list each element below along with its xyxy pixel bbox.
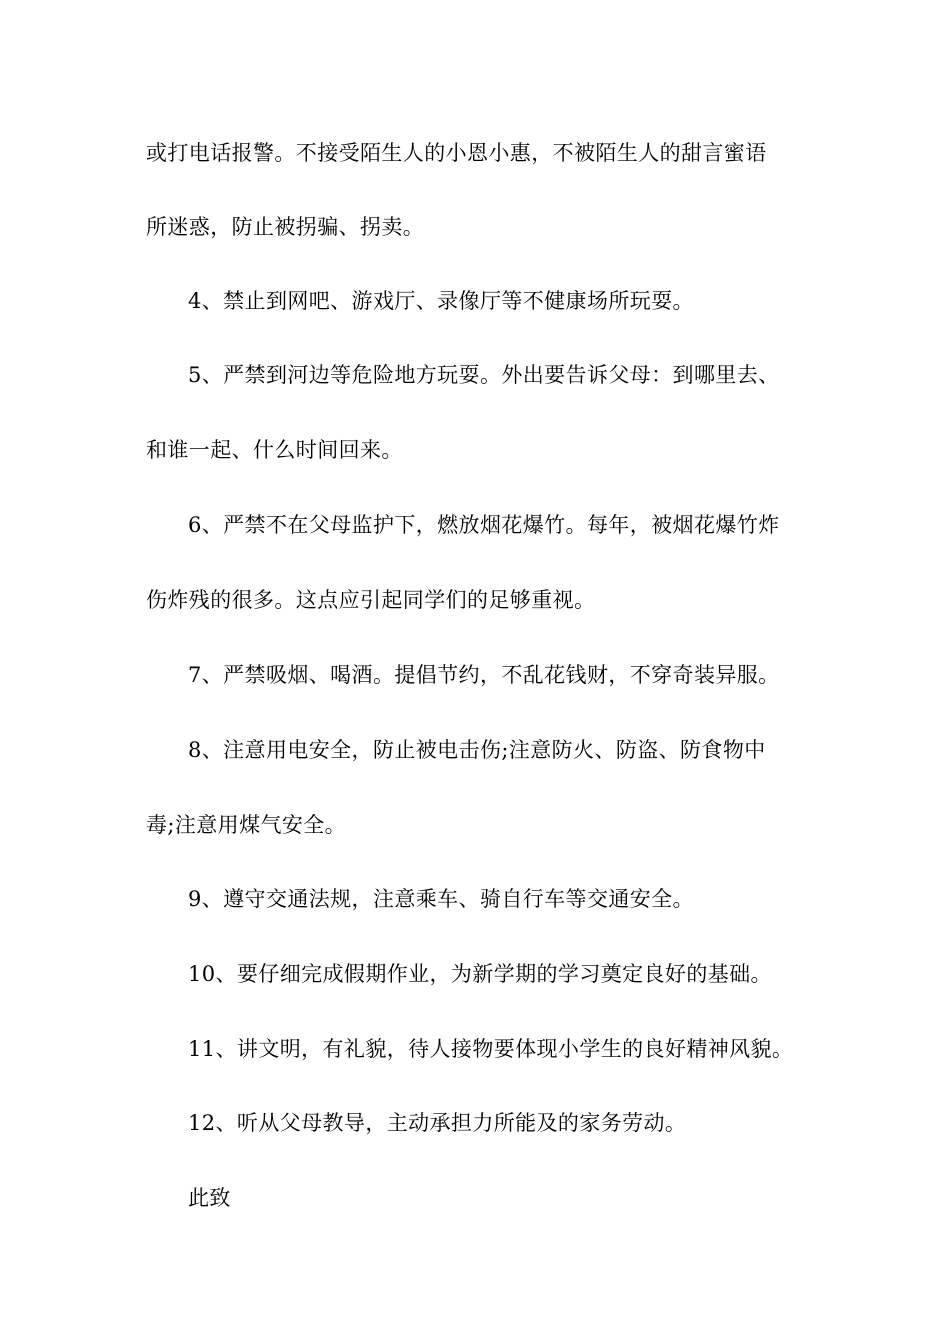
list-item-7: 7、严禁吸烟、喝酒。提倡节约，不乱花钱财，不穿奇装异服。 [188, 663, 780, 687]
text-line-2: 所迷惑，防止被拐骗、拐卖。 [146, 215, 425, 239]
text-line-1: 或打电话报警。不接受陌生人的小恩小惠，不被陌生人的甜言蜜语 [146, 141, 767, 165]
list-item-4: 4、禁止到网吧、游戏厅、录像厅等不健康场所玩耍。 [188, 289, 694, 313]
list-item-5-continued: 和谁一起、什么时间回来。 [146, 438, 403, 462]
list-item-10: 10、要仔细完成假期作业，为新学期的学习奠定良好的基础。 [188, 962, 772, 986]
list-item-11: 11、讲文明，有礼貌，待人接物要体现小学生的良好精神风貌。 [188, 1037, 794, 1061]
list-item-6-continued: 伤炸残的很多。这点应引起同学们的足够重视。 [146, 588, 596, 612]
list-item-8: 8、注意用电安全，防止被电击伤;注意防火、防盗、防食物中 [188, 738, 766, 762]
list-item-5: 5、严禁到河边等危险地方玩耍。外出要告诉父母：到哪里去、 [188, 363, 780, 387]
list-item-12: 12、听从父母教导，主动承担力所能及的家务劳动。 [188, 1111, 687, 1135]
list-item-8-continued: 毒;注意用煤气安全。 [146, 813, 347, 837]
list-item-6: 6、严禁不在父母监护下，燃放烟花爆竹。每年，被烟花爆竹炸 [188, 513, 780, 537]
list-item-9: 9、遵守交通法规，注意乘车、骑自行车等交通安全。 [188, 887, 694, 911]
closing-salutation: 此致 [188, 1186, 231, 1210]
